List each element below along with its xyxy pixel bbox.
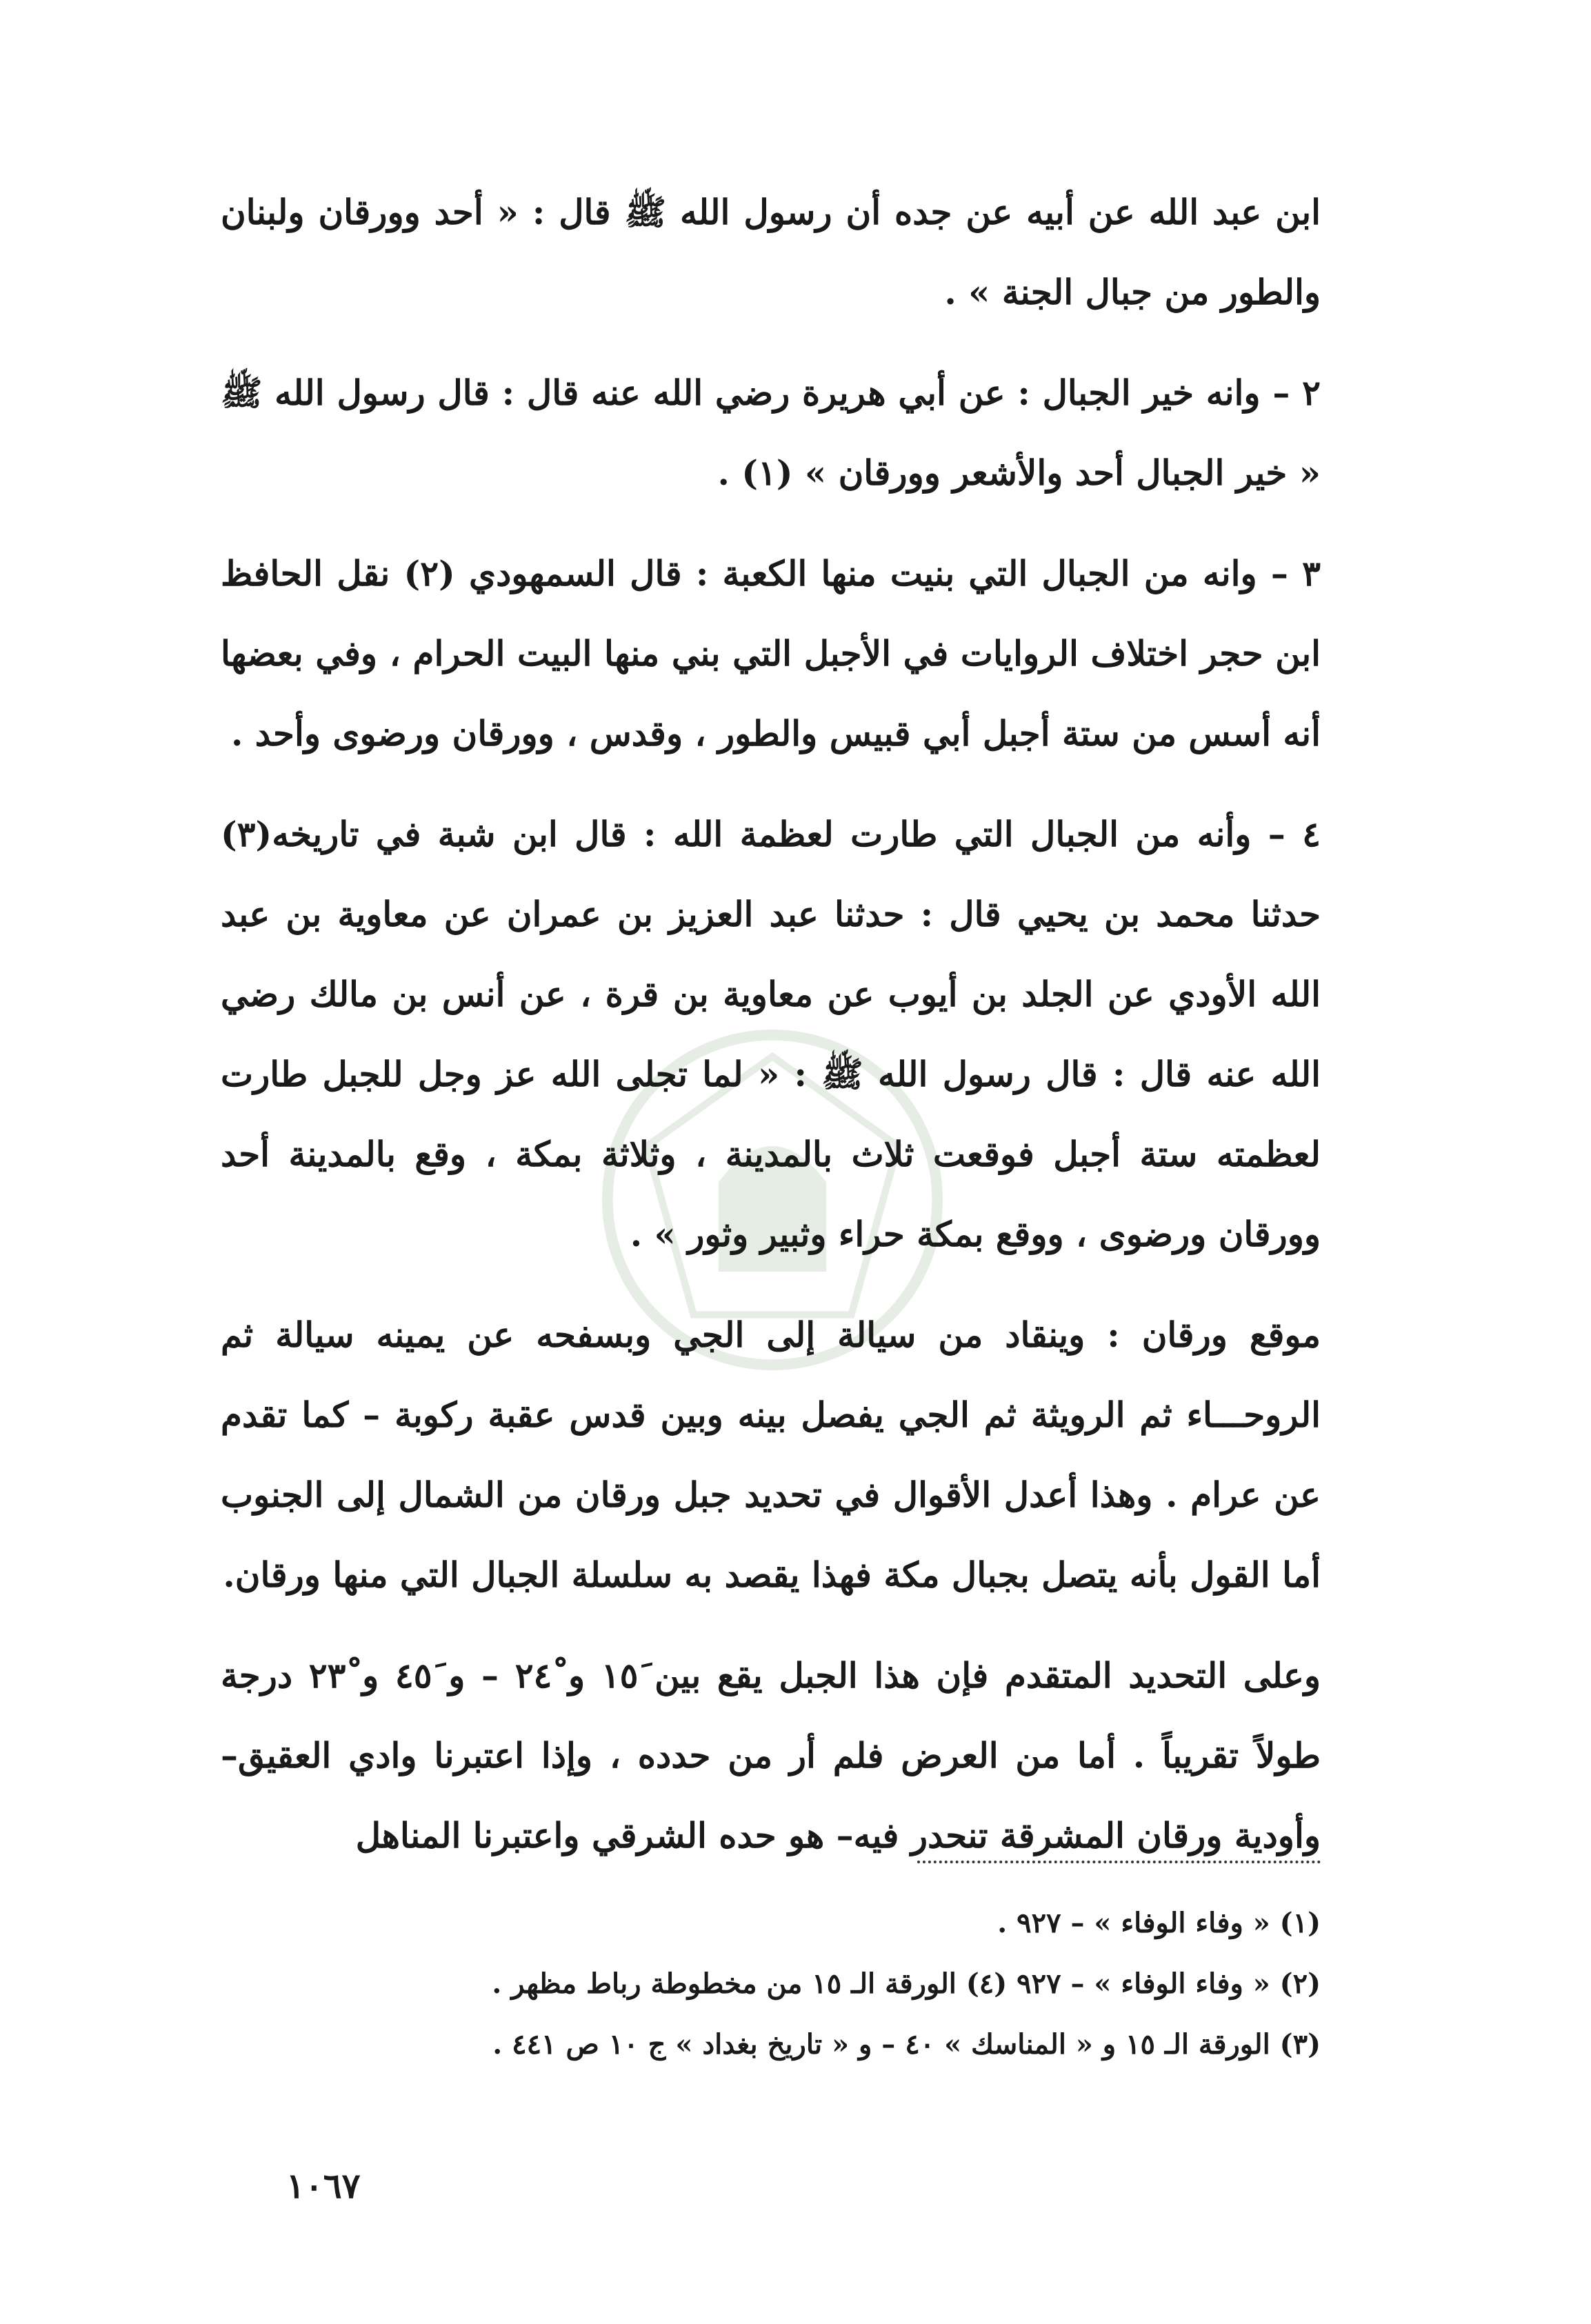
footnote: (١) « وفاء الوفاء » – ٩٢٧ . (997, 1907, 1321, 1939)
footnote-divider (917, 1861, 1321, 1863)
paragraph: ٤ – وأنه من الجبال التي طارت لعظمة الله : قال ابن شبة في تاريخه(٣) حدثنا محمد بن يحيي قال : حدثنا عبد العزيز بن عمران عن معاوية بن عبد الله الأودي عن الجلد بن أيوب عن معاوية بن قرة ، عن أنس بن مالك رضي الله عنه قال : قال رسول الله ﷺ : « لما تجلى الله عز وجل للجبل طارت لعظمته ستة أجبل فوقعت ثلاث بالمدينة ، وثلاثة بمكة ، وقع بالمدينة أحد وورقان ورضوى ، ووقع بمكة حراء وثبير وثور » . (221, 814, 1321, 1254)
page-number: ١٠٦٧ (286, 2165, 361, 2206)
paragraph: موقع ورقان : وينقاد من سيالة إلى الجي وبسفحه عن يمينه سيالة ثم الروحـــاء ثم الرويثة ثم الجي يفصل بينه وبين قدس عقبة ركوبة – كما تقدم عن عرام . وهذا أعدل الأقوال في تحديد جبل ورقان من الشمال إلى الجنوب أما القول بأنه يتصل بجبال مكة فهذا يقصد به سلسلة الجبال التي منها ورقان. (221, 1314, 1321, 1595)
paragraph: وعلى التحديد المتقدم فإن هذا الجبل يقع بين ١٥َ و ٢٤ْ – و ٤٥َ و ٢٣ْ درجة طولاً تقريباً . أما من العرض فلم أر من حدده ، وإذا اعتبرنا وادي العقيق–وأودية ورقان المشرقة تنحدر فيه– هو حده الشرقي واعتبرنا المناهل (221, 1655, 1321, 1856)
paragraph: ٢ – وانه خير الجبال : عن أبي هريرة رضي الله عنه قال : قال رسول الله ﷺ « خير الجبال أحد والأشعر وورقان » (١) . (221, 372, 1321, 493)
footnote: (٢) « وفاء الوفاء » – ٩٢٧ (٤) الورقة الـ ١٥ من مخطوطة رباط مظهر . (492, 1967, 1321, 2000)
paragraph: ابن عبد الله عن أبيه عن جده أن رسول الله ﷺ قال : « أحد وورقان ولبنان والطور من جبال الجنة » . (221, 192, 1321, 312)
paragraph: ٣ – وانه من الجبال التي بنيت منها الكعبة : قال السمهودي (٢) نقل الحافظ ابن حجر اختلاف الروايات في الأجبل التي بني منها البيت الحرام ، وفي بعضها أنه أسس من ستة أجبل أبي قبيس والطور ، وقدس ، وورقان ورضوى وأحد . (221, 553, 1321, 754)
main-text (221, 172, 1321, 1896)
footnotes (221, 1893, 1321, 2075)
footnote: (٣) الورقة الـ ١٥ و « المناسك » ٤٠ – و « تاريخ بغداد » ج ١٠ ص ٤٤١ . (492, 2028, 1321, 2061)
